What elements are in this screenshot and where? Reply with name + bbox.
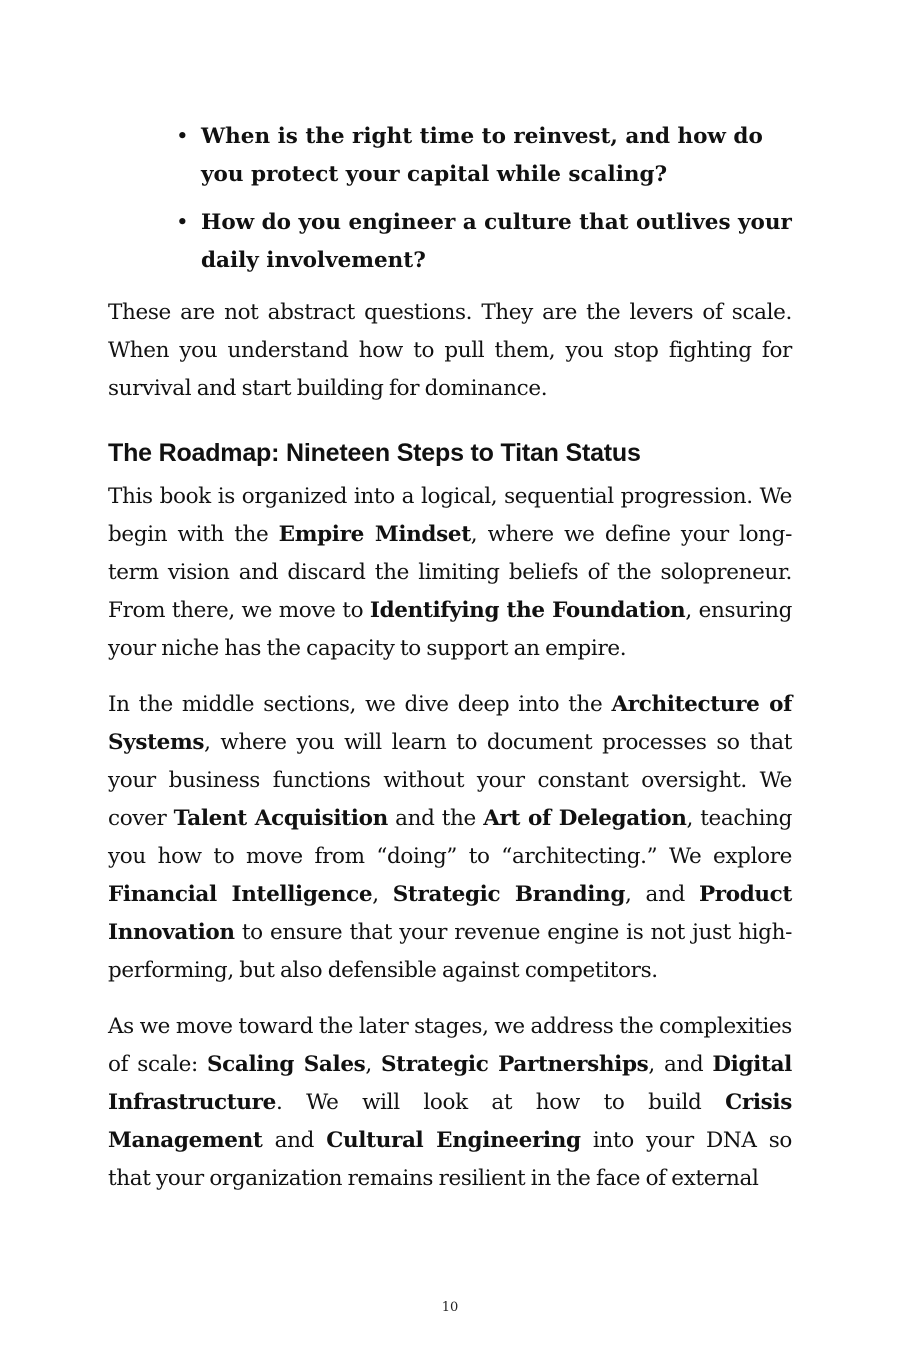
bullet-text: How do you engineer a culture that outlives your daily involvement? bbox=[201, 210, 792, 273]
bold-term: Product Innovation bbox=[108, 882, 793, 945]
bold-term: Crisis Management bbox=[108, 1090, 792, 1153]
paragraph-1 bbox=[108, 478, 792, 668]
bullet-dot-icon: • bbox=[176, 210, 189, 235]
paragraph-3 bbox=[108, 1008, 792, 1198]
bold-term: Cultural Engineering bbox=[326, 1128, 581, 1153]
question-list bbox=[108, 118, 792, 280]
list-item bbox=[108, 204, 792, 280]
paragraph-text: This book is organized into a logical, sequential progression. We begin with the bbox=[108, 484, 792, 547]
paragraph-text: , ensuring your niche has the capacity to support an empire. bbox=[108, 598, 792, 661]
page-number: 10 bbox=[441, 1300, 459, 1315]
bold-term: Empire Mindset bbox=[278, 522, 471, 547]
bold-term: Art of Delegation bbox=[483, 806, 687, 831]
bold-term: Identifying the Foundation bbox=[369, 598, 686, 623]
page-content bbox=[108, 118, 792, 1216]
paragraph-text: into your DNA so that your organization remains resilient in the face of external bbox=[108, 1128, 792, 1191]
paragraph-2 bbox=[108, 686, 792, 990]
paragraph-text: , bbox=[365, 1052, 381, 1077]
paragraph-text: , bbox=[372, 882, 393, 907]
paragraph-text: , where you will learn to document processes so that your business functions without your constant oversight. We cover bbox=[108, 730, 792, 831]
paragraph-text: In the middle sections, we dive deep into the bbox=[108, 692, 612, 717]
bold-term: Digital Infrastructure bbox=[108, 1052, 792, 1115]
bold-term: Talent Acquisition bbox=[173, 806, 388, 831]
paragraph-text: and bbox=[262, 1128, 327, 1153]
paragraph-text: , and bbox=[648, 1052, 713, 1077]
paragraph-text: to ensure that your revenue engine is not just high-performing, but also defensible against competitors. bbox=[108, 920, 792, 983]
bold-term: Financial Intelligence bbox=[108, 882, 373, 907]
paragraph-text: , teaching you how to move from “doing” to “architecting.” We explore bbox=[108, 806, 792, 869]
bold-term: Architecture of Systems bbox=[108, 692, 793, 755]
bullet-text: When is the right time to reinvest, and how do you protect your capital while scaling? bbox=[201, 124, 763, 187]
paragraph-text: As we move toward the later stages, we address the complexities of scale: bbox=[108, 1014, 792, 1077]
paragraph-text: , where we define your long-term vision and discard the limiting beliefs of the solopreneur. From there, we move to bbox=[108, 522, 793, 623]
bold-term: Scaling Sales bbox=[206, 1052, 366, 1077]
list-item bbox=[108, 118, 792, 194]
section-heading: The Roadmap: Nineteen Steps to Titan Status bbox=[108, 439, 641, 467]
paragraph-text: and the bbox=[387, 806, 484, 831]
paragraph-text: . We will look at how to build bbox=[275, 1090, 726, 1115]
bullet-dot-icon: • bbox=[176, 124, 189, 149]
bold-term: Strategic Partnerships bbox=[380, 1052, 649, 1077]
intro-paragraph: These are not abstract questions. They are the levers of scale. When you understand how to pull them, you stop fighting for survival and start building for dominance. bbox=[108, 300, 792, 401]
bold-term: Strategic Branding bbox=[392, 882, 626, 907]
paragraph-text: , and bbox=[625, 882, 699, 907]
